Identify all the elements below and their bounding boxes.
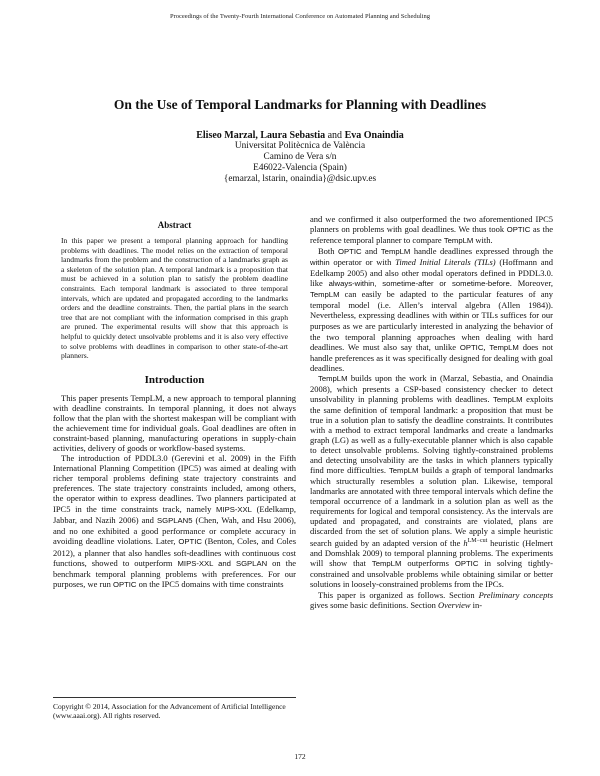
street-address: Camino de Vera s/n	[263, 152, 337, 162]
proceedings-header: Proceedings of the Twenty-Fourth International Conference on Automated Planning and Scheduling	[169, 13, 431, 20]
author-and: and	[327, 130, 343, 141]
left-column	[53, 220, 296, 590]
page-number: 172	[294, 752, 306, 761]
affiliation: Universitat Politècnica de València	[234, 141, 366, 151]
right-column	[310, 214, 553, 610]
right-paragraph-2: TempLM builds upon the work in (Marzal, Sebastia, and Onaindia 2008), which presents a CSP-based consistency checker to detect unsolvability in planning problems with deadlines. TempLM exploits the same definition of temporal landmark: a proposition that must be true in a solution plan to satisfy the deadline constraints. It contributes with a method to extract temporal landmarks and create a landmarks graph (LG) as well as a fully-executable planner which is also capable to detect unsolvable problems. Solving tightly-constrained problems and detecting unsolvability are the tasks in which planners typically find more difficulties. TempLM builds a graph of temporal landmarks which structurally resembles a solution plan. Likewise, temporal landmarks are annotated with three temporal intervals which define the temporal occurrence of a landmark in a solution plan as well as the requirements for logical and temporal consistency. As the intervals are updated and propagated, and constraints are violated, plans are discarded from the set of solution plans. We apply a simple heuristic search guided by an adapted version of the $h^{LM-cut}$ heuristic (Helmert and Domshlak 2009) to temporal planning problems. The experiments will show that TempLM outperforms OPTIC in solving tightly-constrained and unsolvable problems while obtaining similar or better solutions in loosely-constrained problems from the IPCs.	[310, 372, 554, 590]
author-names-1: Eliseo Marzal, Laura Sebastia	[196, 130, 326, 141]
right-paragraph-0: and we confirmed it also outperformed the two aforementioned IPC5 planners on problems with goal deadlines. We thus took OPTIC as the reference temporal planner to compare TempLM with.	[310, 214, 553, 246]
author-emails: {emarzal, lstarin, onaindia}@dsic.upv.es	[223, 174, 377, 184]
intro-paragraph-1: This paper presents TempLM, a new approach to temporal planning with deadline constraints. In temporal planning, it does not always follow that the plan with the shortest makespan will be compliant with the achievement time for individual goals. Goal deadlines are often in constraint-based planning, manufacturing operations in supply-chain activities, delivery of goods or workflow-based systems.	[53, 392, 296, 454]
right-paragraph-3: This paper is organized as follows. Section Preliminary concepts gives some basic definitions. Section Overview in-	[310, 589, 554, 610]
author-names	[0, 130, 600, 141]
author-names-2: Eva Onaindia	[344, 130, 404, 141]
city-address: E46022-Valencia (Spain)	[253, 163, 347, 173]
paper-title: On the Use of Temporal Landmarks for Planning with Deadlines	[113, 97, 487, 112]
copyright-footnote: Copyright © 2014, Association for the Advancement of Artificial Intelligence (www.aaai.org). All rights reserved.	[53, 697, 296, 720]
abstract-text: In this paper we present a temporal planning approach for handling problems with deadlines. The model relies on the extraction of temporal landmarks from the problem and the construction of a landmarks graph as a skeleton of the solution plan. A temporal landmark is a proposition that must be achieved in a solution plan to satisfy the problem deadline constraints. Each temporal landmark is associated to three temporal intervals, which are updated and propagated according to the landmarks orders and the deadline constraints. Then, the partial plans in the search tree that are not compliant with the information comprised in this graph are pruned. The experimental results will show that this approach is helpful to quickly detect unsolvable problems and it is also very effective to solve problems with deadlines in comparison to other state-of-the-art planners.	[61, 236, 288, 361]
author-block	[0, 130, 600, 185]
right-paragraph-1: Both OPTIC and TempLM handle deadlines expressed through the within operator or with Timed Initial Literals (TILs) (Hoffmann and Edelkamp 2005) and also other modal operators defined in PDDL3.0. like always-within, sometime-after or sometime-before. Moreover, TempLM can easily be adapted to the particular features of any temporal model (i.e. Allen’s interval algebra (Allen 1984)). Nevertheless, expressing deadlines with within or TILs suffices for our purposes as we are particularly interested in analyzing the behavior of the two temporal planning approaches when dealing with hard deadlines. We must also say that, unlike OPTIC, TempLM does not handle preferences as it was specifically designed for dealing with goal deadlines.	[310, 246, 554, 373]
abstract-heading: Abstract	[157, 220, 192, 230]
introduction-heading: Introduction	[144, 373, 205, 386]
intro-paragraph-2: The introduction of PDDL3.0 (Gerevini et al. 2009) in the Fifth International Planning Competition (IPC5) was aimed at dealing with richer temporal problems defining state trajectory constraints and preferences. The state trajectory constraints included, among others, the operator within to express deadlines. Two planners participated at IPC5 in the time constraints track, namely MIPS-XXL (Edelkamp, Jabbar, and Nazih 2006) and SGPLAN5 (Chen, Wah, and Hsu 2006), and no one exhibited a good performance or complete accuracy in avoiding deadline violations. Later, OPTIC (Benton, Coles, and Coles 2012), a planner that also handles soft-deadlines with continuous cost functions, showed to outperform MIPS-XXL and SGPLAN on the benchmark temporal planning problems with preferences. For our purposes, we run OPTIC on the IPC5 domains with time constraints	[53, 453, 297, 589]
